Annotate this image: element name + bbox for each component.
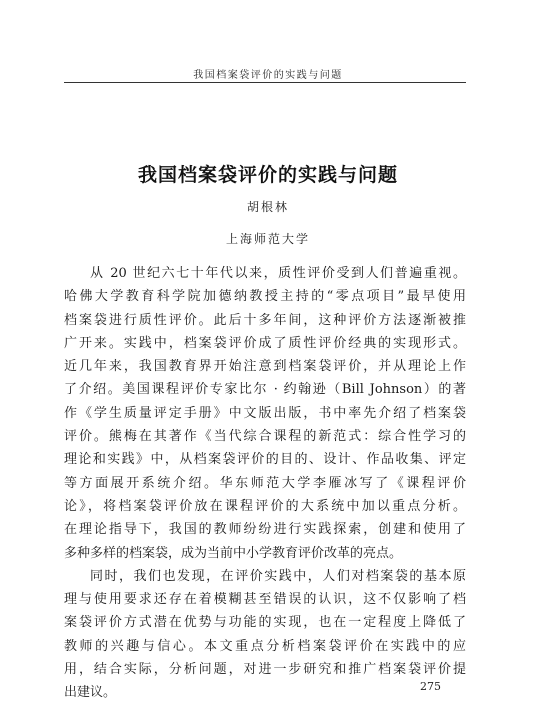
text-line: 教师的兴趣与信心。本文重点分析档案袋评价在实践中的应 bbox=[64, 638, 466, 654]
text-line: 哈佛大学教育科学院加德纳教授主持的“零点项目”最早使用 bbox=[64, 289, 466, 305]
text-line: 用，结合实际，分析问题，对进一步研究和推广档案袋评价提 bbox=[64, 662, 466, 678]
author-name: 胡根林 bbox=[246, 200, 289, 214]
header-rule bbox=[64, 82, 466, 83]
text-line: 近几年来，我国教育界开始注意到档案袋评价，并从理论上作 bbox=[64, 359, 466, 375]
article-title: 我国档案袋评价的实践与问题 bbox=[137, 164, 398, 186]
text-line: 理论和实践》中，从档案袋评价的目的、设计、作品收集、评定 bbox=[64, 452, 466, 468]
author-affiliation: 上海师范大学 bbox=[225, 232, 310, 246]
text-line: 出建议。 bbox=[64, 685, 117, 701]
text-line: 作《学生质量评定手册》中文版出版，书中率先介绍了档案袋 bbox=[64, 405, 466, 421]
text-line: 案袋评价方式潜在优势与功能的实现，也在一定程度上降低了 bbox=[64, 615, 466, 631]
paragraph-2 bbox=[64, 565, 466, 705]
text-line: 在理论指导下，我国的教师纷纷进行实践探索，创建和使用了 bbox=[64, 522, 466, 538]
text-line: 了介绍。美国课程评价专家比尔 · 约翰逊（Bill Johnson）的著 bbox=[64, 382, 466, 398]
paragraph-1 bbox=[64, 262, 466, 565]
text-line: 评价。熊梅在其著作《当代综合课程的新范式：综合性学习的 bbox=[64, 429, 466, 445]
text-line: 理与使用要求还存在着模糊甚至错误的认识，这不仅影响了档 bbox=[64, 592, 466, 608]
text-line: 论》，将档案袋评价放在课程评价的大系统中加以重点分析。 bbox=[64, 498, 466, 514]
body-text bbox=[64, 262, 466, 705]
text-line: 从 20 世纪六七十年代以来，质性评价受到人们普遍重视。 bbox=[90, 266, 466, 281]
running-header: 我国档案袋评价的实践与问题 bbox=[193, 70, 343, 81]
text-line: 多种多样的档案袋，成为当前中小学教育评价改革的亮点。 bbox=[64, 545, 403, 561]
text-line: 等方面展开系统介绍。华东师范大学李雁冰写了《课程评价 bbox=[64, 475, 466, 491]
page-number: 275 bbox=[420, 680, 441, 693]
text-line: 档案袋进行质性评价。此后十多年间，这种评价方法逐渐被推 bbox=[64, 312, 466, 328]
text-line: 广开来。实践中，档案袋评价成了质性评价经典的实现形式。 bbox=[64, 335, 466, 351]
text-line: 同时，我们也发现，在评价实践中，人们对档案袋的基本原 bbox=[90, 568, 466, 584]
